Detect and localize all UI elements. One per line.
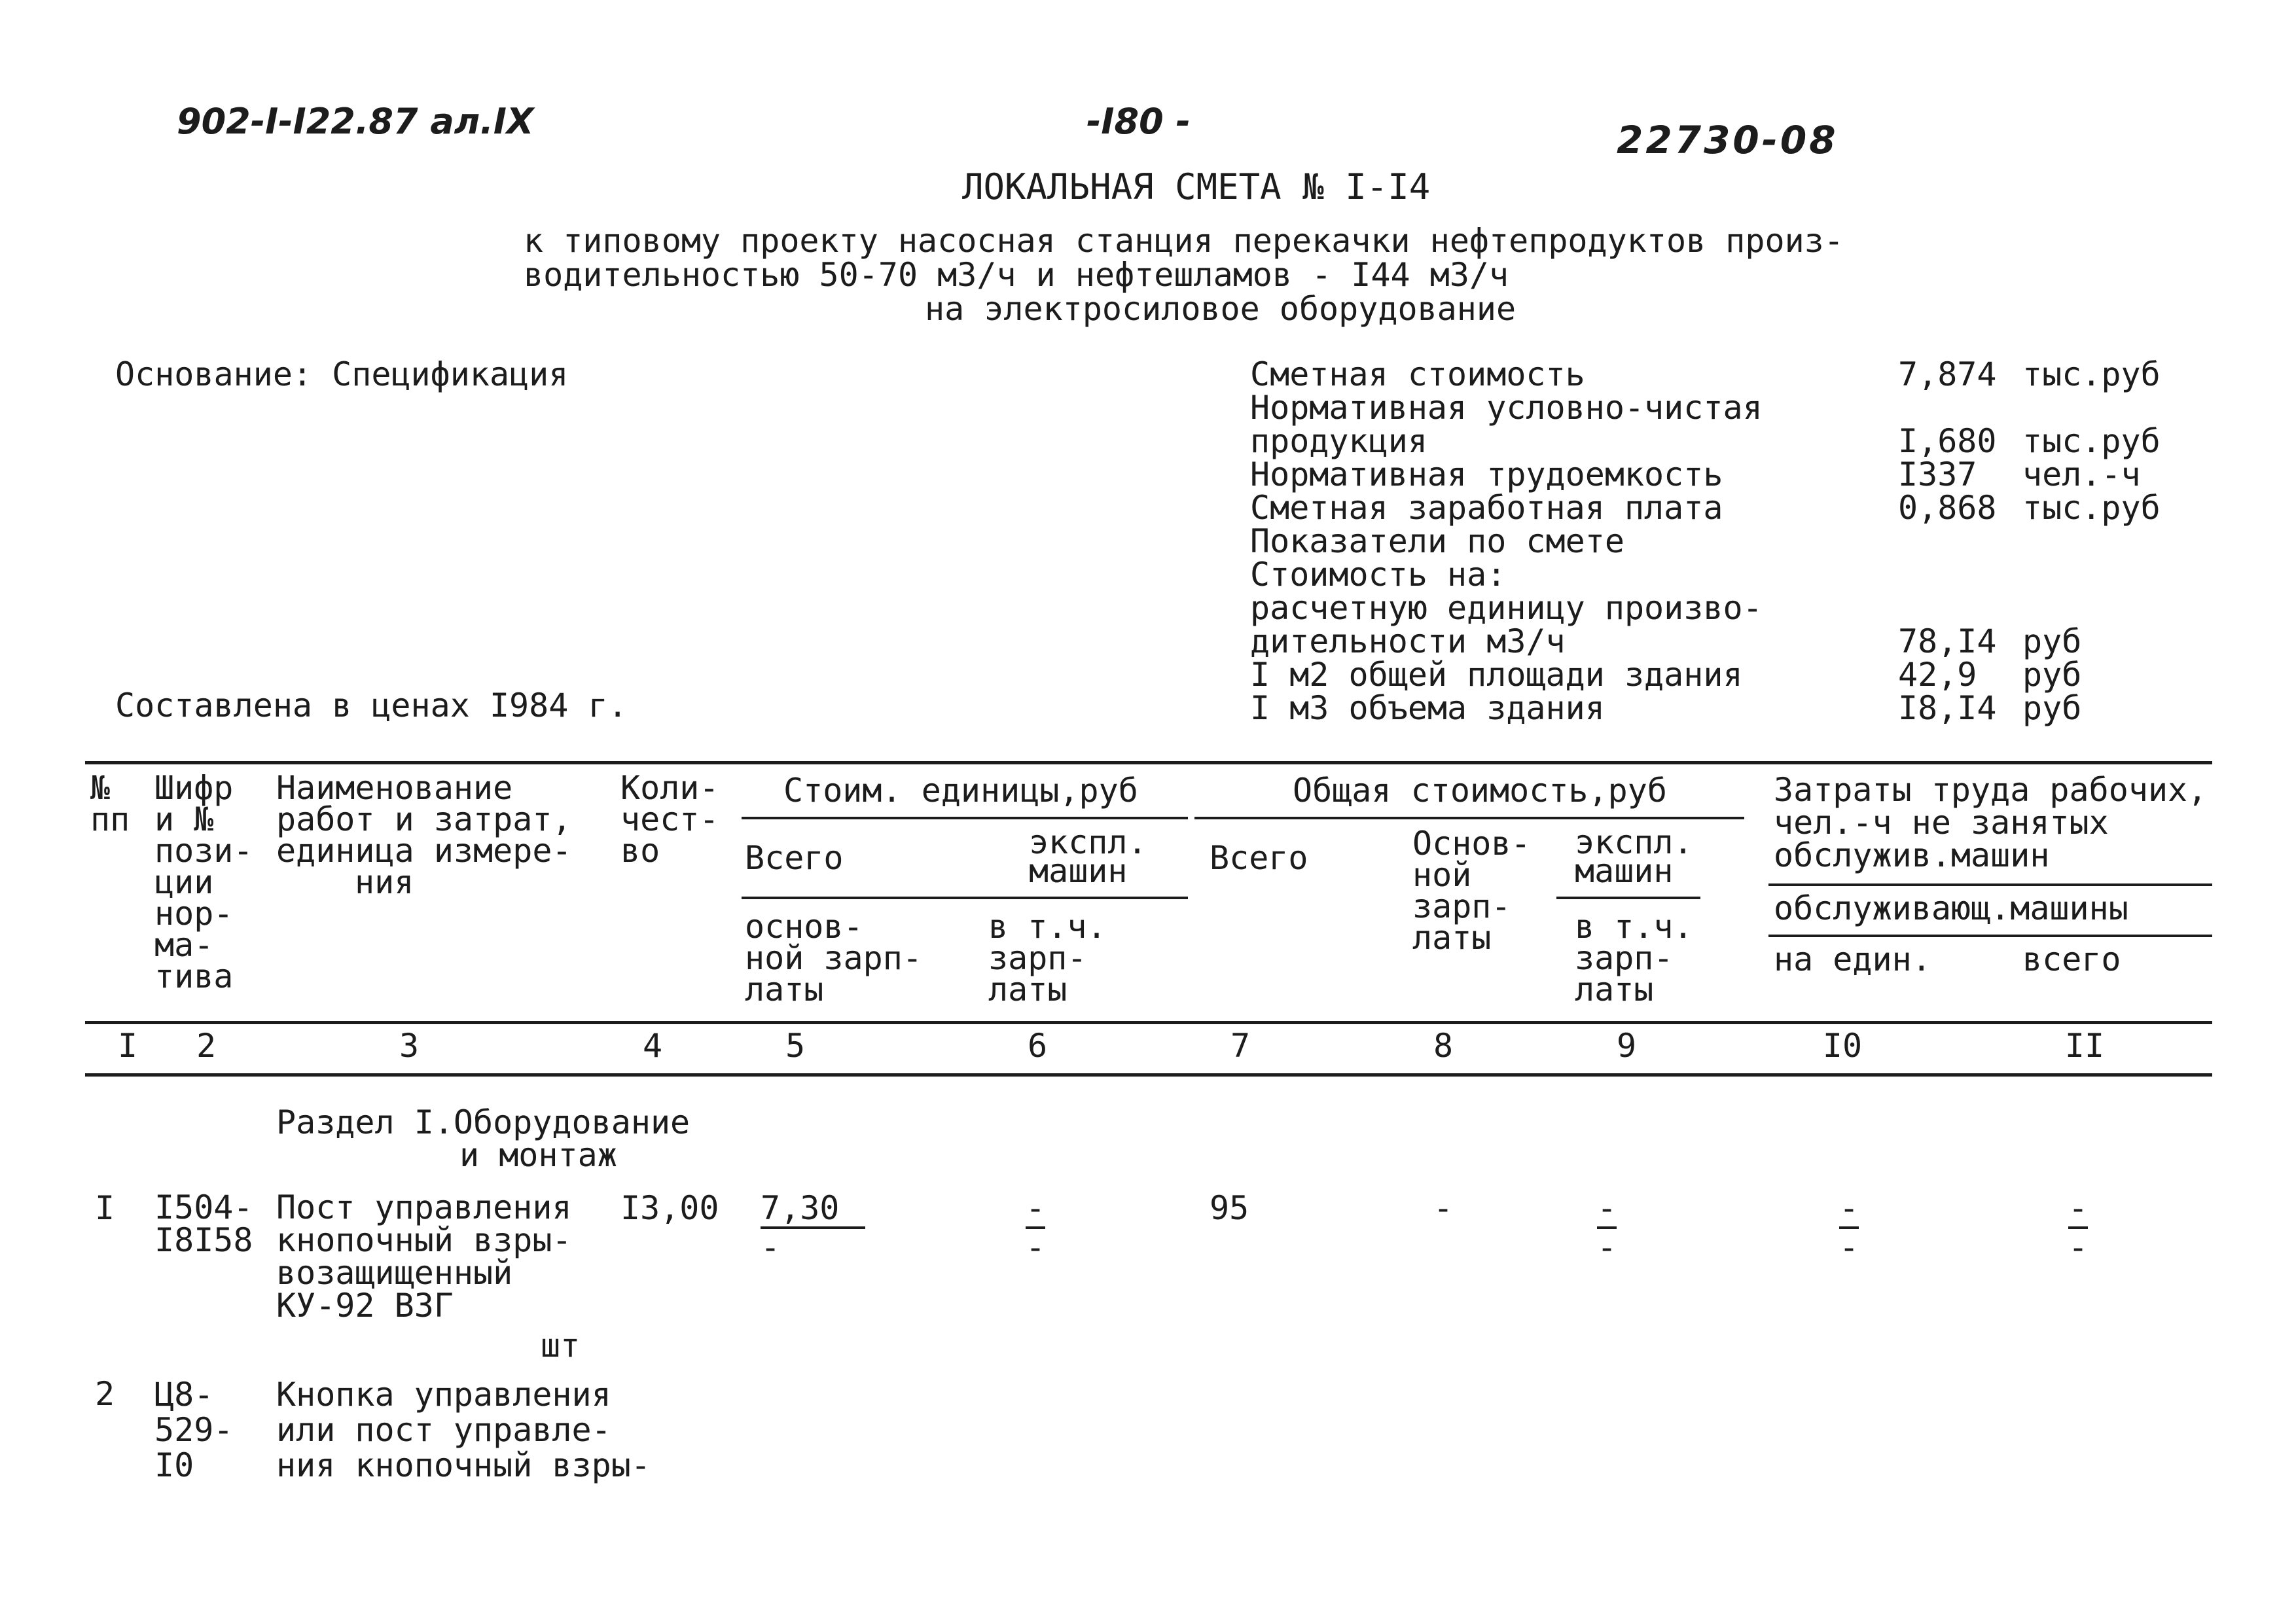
labor-rule-2	[1768, 935, 2212, 937]
row-name-line: Кнопка управления	[276, 1376, 611, 1414]
header-text: латы	[1412, 919, 1492, 957]
summary-label: Показатели по смете	[1250, 522, 1624, 560]
document-code: 902-I-I22.87 ал.IX	[177, 101, 534, 142]
page-number: -I80 -	[1086, 101, 1191, 142]
header-text: основ-	[745, 908, 863, 946]
header-text: Наименование	[276, 769, 513, 807]
summary-label: Нормативная условно-чистая	[1250, 389, 1763, 427]
header-text: пози-	[154, 832, 253, 870]
summary-row	[1250, 556, 2199, 594]
header-text: в т.ч.	[988, 908, 1107, 946]
summary-unit: тыс.руб	[2022, 489, 2161, 527]
header-text: зарп-	[1412, 887, 1511, 925]
row-name-line: кнопочный взры-	[276, 1221, 572, 1259]
header-total-mach	[1575, 823, 1693, 890]
summary-row	[1250, 624, 2199, 658]
header-unit-wages	[745, 908, 922, 1008]
section-subtitle: и монтаж	[459, 1136, 617, 1174]
row-total-mach: -	[1597, 1191, 1617, 1229]
summary-value: 7,874	[1898, 355, 1997, 393]
summary-unit: тыс.руб	[2022, 355, 2161, 393]
title-line-1: к типовому проекту насосная станция перекачки нефтепродуктов произ-	[524, 222, 1844, 260]
summary-row	[1250, 656, 2199, 694]
header-unit-incl	[988, 908, 1107, 1008]
header-total-incl	[1575, 908, 1693, 1008]
row-name	[276, 1188, 572, 1325]
column-numbers-rule	[85, 1073, 2212, 1077]
row-code-line: I504-	[154, 1188, 253, 1226]
summary-value: 78,I4	[1898, 622, 1997, 660]
column-number: 3	[399, 1027, 420, 1065]
stamp-number: 22730-08	[1617, 118, 1839, 162]
header-labor-total: всего	[2022, 940, 2121, 978]
row-name-line: возащищенный	[276, 1254, 513, 1292]
section-heading	[276, 1103, 691, 1174]
header-number	[90, 769, 130, 838]
row-unit-total: 7,30	[761, 1191, 865, 1229]
total-cost-rule	[1194, 817, 1744, 819]
row-code-line: Ц8-	[154, 1376, 214, 1414]
row-unit: шт	[541, 1327, 581, 1364]
row-total-mach-wage: -	[1597, 1228, 1617, 1266]
row-name	[276, 1377, 651, 1483]
summary-label: продукция	[1250, 422, 1427, 460]
row-labor-unit: -	[1839, 1191, 1859, 1229]
summary-label: Сметная заработная плата	[1250, 489, 1723, 527]
header-text: единица измере-	[276, 832, 572, 870]
header-text: экспл.	[1029, 823, 1147, 861]
summary-row	[1250, 589, 2199, 627]
summary-row	[1250, 422, 2199, 460]
summary-label: Сметная стоимость	[1250, 355, 1585, 393]
header-bottom-rule	[85, 1021, 2212, 1024]
summary-value: I8,I4	[1898, 689, 1997, 727]
row-labor-total-bottom: -	[2068, 1228, 2089, 1266]
row-code	[154, 1377, 233, 1483]
summary-row	[1250, 689, 2199, 727]
summary-label: Стоимость на:	[1250, 556, 1507, 594]
summary-label: I м3 объема здания	[1250, 689, 1605, 727]
summary-row	[1250, 524, 2199, 558]
row-code-line: I0	[154, 1446, 194, 1484]
summary-label: I м2 общей площади здания	[1250, 656, 1743, 694]
header-text: чест-	[620, 800, 719, 838]
header-text: зарп-	[988, 939, 1087, 977]
header-text: ции	[154, 863, 214, 901]
header-quantity	[620, 769, 719, 870]
header-total-total: Всего	[1210, 839, 1308, 877]
header-text: пп	[90, 800, 130, 838]
table-top-rule	[85, 761, 2212, 764]
row-code	[154, 1188, 253, 1259]
basis-text: Основание: Спецификация	[115, 355, 569, 393]
estimate-title: ЛОКАЛЬНАЯ СМЕТА № I-I4	[962, 166, 1431, 207]
header-work-name	[276, 769, 572, 901]
row-total-basic: -	[1433, 1189, 1454, 1227]
header-text: машин	[1575, 852, 1674, 890]
prices-year-text: Составлена в ценах I984 г.	[115, 687, 628, 724]
header-text: Шифр	[154, 769, 234, 807]
header-text: Коли-	[620, 769, 719, 807]
summary-unit: руб	[2022, 689, 2082, 727]
header-text: обслужив.машин	[1774, 836, 2050, 874]
header-text: и №	[154, 800, 214, 838]
column-number: 6	[1027, 1027, 1048, 1065]
header-text: Основ-	[1412, 825, 1531, 863]
summary-row	[1250, 457, 2199, 491]
header-text: нор-	[154, 895, 234, 933]
header-code	[154, 769, 253, 995]
column-number: 7	[1230, 1027, 1251, 1065]
row-unit-wage: -	[761, 1228, 781, 1266]
header-text: тива	[154, 957, 234, 995]
summary-row	[1250, 357, 2199, 391]
summary-value: 0,868	[1898, 489, 1997, 527]
total-mach-rule	[1556, 897, 1700, 899]
column-number: I0	[1822, 1027, 1863, 1065]
summary-row	[1250, 389, 2199, 427]
row-quantity: I3,00	[620, 1189, 719, 1227]
row-name-line: или пост управле-	[276, 1411, 611, 1449]
row-unit-mach: -	[1026, 1191, 1045, 1229]
column-number: II	[2064, 1027, 2105, 1065]
header-text: латы	[745, 971, 824, 1008]
summary-value: I,680	[1898, 422, 1997, 460]
header-text: работ и затрат,	[276, 800, 572, 838]
row-total: 95	[1210, 1189, 1249, 1227]
summary-unit: руб	[2022, 622, 2082, 660]
header-labor-unit: на един.	[1774, 940, 1931, 978]
header-text: латы	[1575, 971, 1654, 1008]
header-unit-cost: Стоим. единицы,руб	[783, 772, 1138, 810]
header-text: ной	[1412, 856, 1472, 894]
unit-cost-rule	[742, 817, 1188, 819]
header-text: во	[620, 832, 660, 870]
column-number: 9	[1616, 1027, 1637, 1065]
summary-unit: тыс.руб	[2022, 422, 2161, 460]
summary-row	[1250, 489, 2199, 527]
title-line-3: на электросиловое оборудование	[925, 290, 1516, 328]
header-text: ной зарп-	[745, 939, 922, 977]
row-name-line: ния кнопочный взры-	[276, 1446, 651, 1484]
header-total-cost: Общая стоимость,руб	[1293, 772, 1667, 810]
header-unit-total: Всего	[745, 839, 844, 877]
row-number: I	[95, 1189, 115, 1227]
row-number: 2	[95, 1375, 115, 1413]
section-title: Раздел I.Оборудование	[276, 1103, 691, 1141]
column-number: 2	[196, 1027, 217, 1065]
header-text: чел.-ч не занятых	[1774, 804, 2109, 842]
row-name-line: Пост управления	[276, 1188, 572, 1226]
row-code-line: 529-	[154, 1411, 234, 1449]
column-number: 8	[1433, 1027, 1454, 1065]
row-name-line: КУ-92 ВЗГ	[276, 1287, 454, 1325]
title-line-2: водительностью 50-70 м3/ч и нефтешламов - I44 м3/ч	[524, 256, 1509, 294]
header-text: Затраты труда рабочих,	[1774, 771, 2208, 809]
summary-label: дительности м3/ч	[1250, 622, 1566, 660]
column-number: I	[117, 1027, 138, 1065]
summary-label: Нормативная трудоемкость	[1250, 455, 1723, 493]
summary-value: I337	[1898, 455, 1977, 493]
header-text: зарп-	[1575, 939, 1674, 977]
summary-unit: руб	[2022, 656, 2082, 694]
summary-value: 42,9	[1898, 656, 1977, 694]
summary-label: расчетную единицу произво-	[1250, 589, 1763, 627]
row-labor-total: -	[2068, 1191, 2088, 1229]
header-text: экспл.	[1575, 823, 1693, 861]
column-number: 4	[642, 1027, 663, 1065]
row-code-line: I8I58	[154, 1221, 253, 1259]
header-text: №	[90, 769, 111, 807]
header-text: латы	[988, 971, 1067, 1008]
labor-rule-1	[1768, 883, 2212, 886]
header-total-basic	[1412, 825, 1531, 957]
column-number: 5	[785, 1027, 806, 1065]
header-text: машин	[1029, 852, 1128, 890]
row-unit-mach-wage: -	[1026, 1228, 1046, 1266]
header-text: ния	[355, 863, 414, 901]
unit-mach-rule	[742, 897, 1188, 899]
summary-block	[1250, 355, 2199, 727]
header-labor-serv: обслуживающ.машины	[1774, 889, 2128, 927]
header-text: ма-	[154, 926, 214, 964]
summary-unit: чел.-ч	[2022, 455, 2141, 493]
header-text: в т.ч.	[1575, 908, 1693, 946]
row-labor-unit-bottom: -	[1839, 1228, 1859, 1266]
header-unit-mach	[1029, 823, 1147, 890]
header-labor	[1774, 771, 2208, 874]
